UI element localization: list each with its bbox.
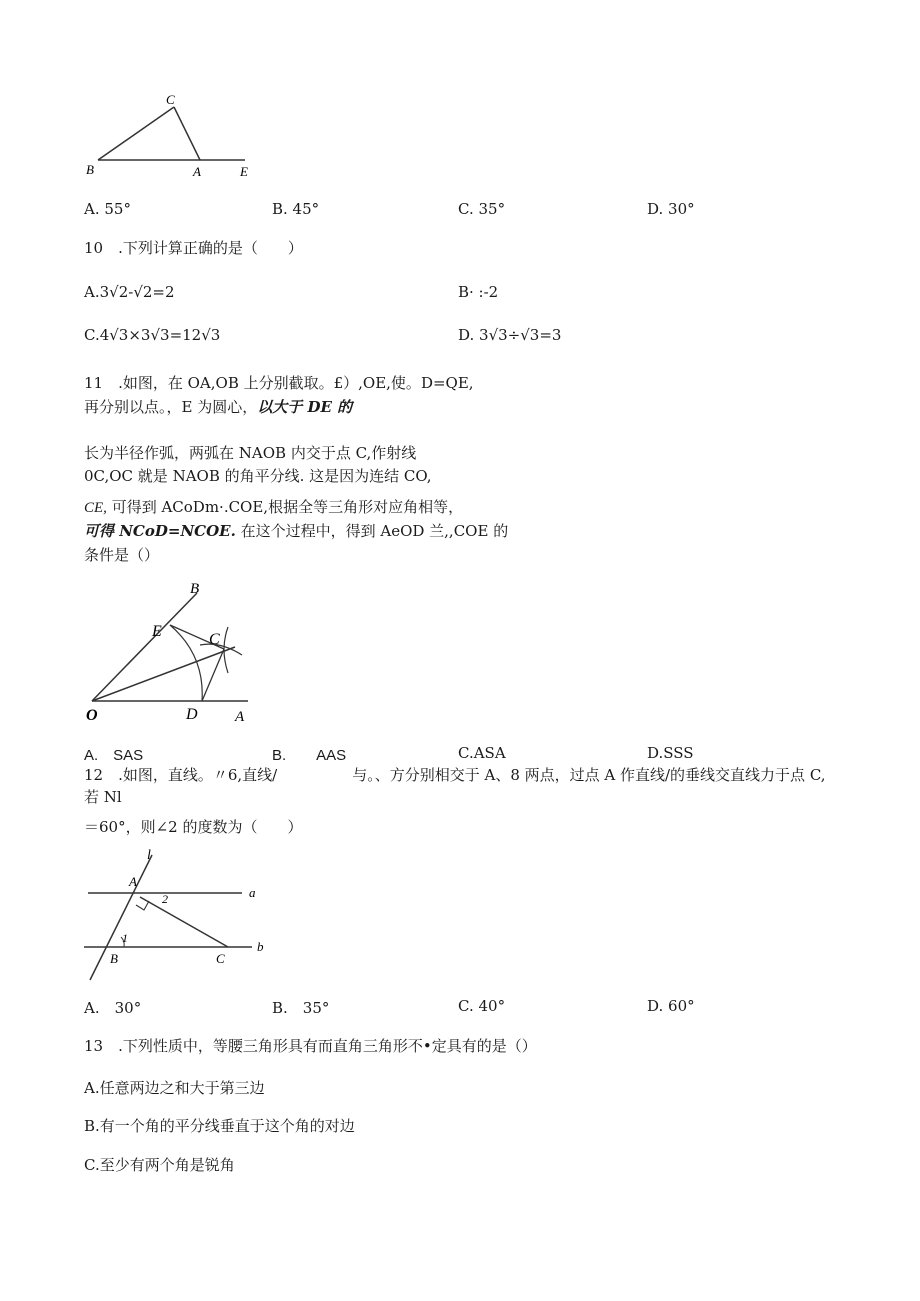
arc-from-e [200, 644, 242, 655]
q9-option-a[interactable]: A. 55° [84, 200, 131, 218]
q11-line6 [84, 520, 508, 541]
label-a-line: a [249, 885, 256, 900]
line-l [90, 855, 152, 980]
label-d: D [186, 706, 198, 723]
q11-line2 [84, 396, 352, 417]
q11-option-c[interactable]: C.ASA [458, 744, 506, 762]
label-b: B [190, 581, 200, 597]
angle-bisector-figure [80, 575, 270, 735]
q11-option-d[interactable]: D.SSS [647, 744, 694, 762]
q12-option-d[interactable]: D. 60° [647, 997, 695, 1015]
label-2: 2 [162, 892, 168, 906]
q13-option-b[interactable]: B.有一个角的平分线垂直于这个角的对边 [84, 1117, 355, 1135]
q10-option-a[interactable]: A.3√2-√2=2 [84, 283, 175, 301]
q13-option-c[interactable]: C.至少有两个角是锐角 [84, 1156, 235, 1174]
parallel-lines-figure [80, 845, 280, 985]
q13-stem: 13 .下列性质中，等腰三角形具有而直角三角形不•定具有的是（） [84, 1037, 537, 1055]
q12-line2: 若 Nl [84, 788, 122, 806]
q9-option-c[interactable]: C. 35° [458, 200, 506, 218]
q12-option-a[interactable]: A. 30° [84, 999, 142, 1017]
q12-option-b[interactable]: B. 35° [272, 999, 330, 1017]
label-a: A [235, 709, 245, 725]
q10-option-d[interactable]: D. 3√3÷√3=3 [458, 326, 562, 344]
q12-line3: ＝60°，则∠2 的度数为（ ） [84, 818, 303, 836]
label-1: 1 [122, 931, 128, 945]
ray-ob [92, 593, 197, 701]
q12-line1: 12 .如图，直线。〃6,直线/ 与。、方分别相交于 A、8 两点，过点 A 作直线/的垂线交直线力于点 C, [84, 766, 826, 784]
right-angle-mark [136, 901, 149, 910]
label-b-point: B [110, 951, 118, 966]
q11-line6-a: 可得 NCoD=NCOE. [84, 522, 236, 540]
q11-option-a[interactable]: A. SAS [84, 747, 144, 764]
label-o: O [86, 707, 98, 724]
q11-line1: 11 .如图，在 OA,OB 上分别截取。£）,OE,使。D=QE, [84, 374, 474, 392]
label-c: C [209, 631, 220, 648]
q11-line7: 条件是（） [84, 546, 160, 564]
q9-option-b[interactable]: B. 45° [272, 200, 320, 218]
side-ca [174, 107, 200, 160]
q10-stem: 10 .下列计算正确的是（ ） [84, 239, 303, 257]
label-e: E [240, 164, 248, 179]
arc-de [170, 625, 202, 701]
q10-option-c[interactable]: C.4√3×3√3=12√3 [84, 326, 221, 344]
q11-line6-b: 在这个过程中，得到 AeOD 兰,,COE 的 [235, 522, 509, 540]
side-bc [98, 107, 174, 160]
q11-line5-a: CE, [84, 500, 107, 516]
label-a: A [193, 164, 201, 179]
label-e: E [152, 623, 162, 640]
q12-option-c[interactable]: C. 40° [458, 997, 506, 1015]
q9-option-d[interactable]: D. 30° [647, 200, 695, 218]
q11-line5 [84, 496, 463, 517]
q11-line2-b: 以大于 DE 的 [257, 398, 353, 416]
q11-line2-a: 再分别以点。，E 为圆心， [84, 398, 258, 416]
label-b: B [86, 162, 94, 177]
label-a-point: A [129, 874, 137, 889]
q11-line5-b: 可得到 ACoDm·.COE,根据全等三角形对应角相等， [106, 498, 464, 516]
q11-option-b[interactable]: B. AAS [272, 747, 347, 764]
segment-ac [140, 897, 228, 947]
label-b-line: b [257, 939, 264, 954]
q10-option-b[interactable]: B· :-2 [458, 283, 499, 301]
q11-line3: 长为半径作弧，两弧在 NAOB 内交于点 C,作射线 [84, 444, 417, 462]
q11-line4: 0C,OC 就是 NAOB 的角平分线. 这是因为连结 CO, [84, 467, 432, 485]
segment-dc [202, 649, 224, 701]
label-c: C [166, 92, 175, 107]
q13-option-a[interactable]: A.任意两边之和大于第三边 [84, 1079, 265, 1097]
triangle-figure [80, 88, 270, 183]
label-l: l [147, 848, 151, 863]
label-c: C [216, 951, 225, 966]
